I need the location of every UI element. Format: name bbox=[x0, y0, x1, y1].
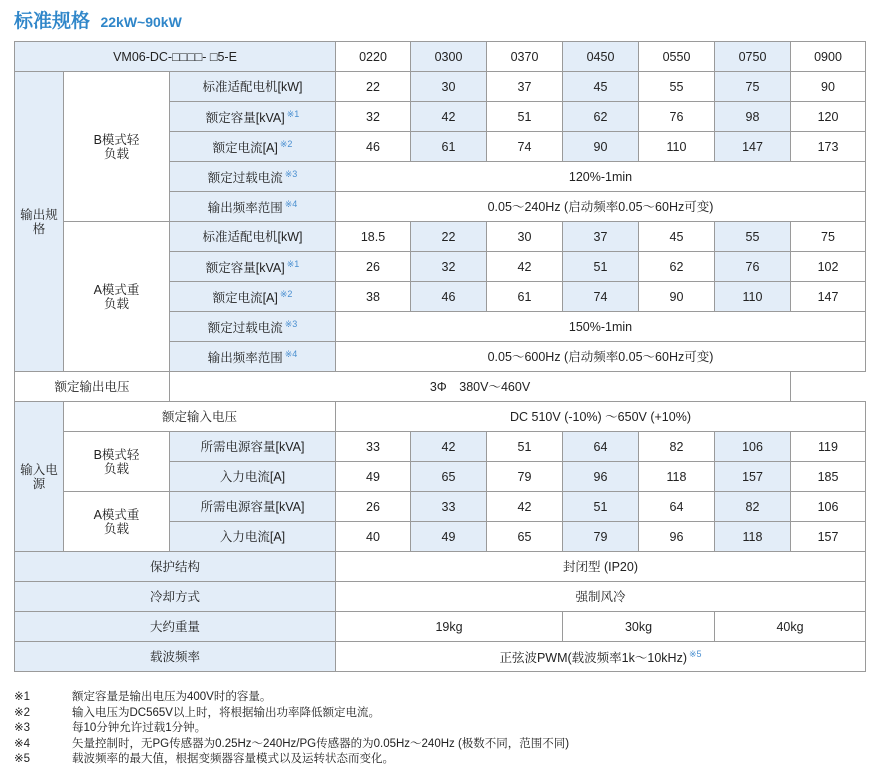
motor-kw-label-text: 标准适配电机[kW] bbox=[202, 229, 303, 244]
motor-kw-value-text: 22 bbox=[441, 229, 456, 244]
table-row bbox=[15, 72, 866, 102]
power-capacity-value bbox=[715, 492, 791, 522]
power-capacity-value bbox=[336, 492, 411, 522]
a-mode-heavy-load-label bbox=[64, 492, 170, 552]
capacity-kva-value-text: 62 bbox=[593, 109, 608, 124]
title-main: 标准规格 bbox=[14, 11, 91, 32]
input-current-value bbox=[411, 522, 487, 552]
table-row bbox=[15, 552, 866, 582]
capacity-kva-value bbox=[715, 102, 791, 132]
carrier-frequency-label-text: 载波频率 bbox=[149, 649, 200, 664]
output-frequency-label-text: 输出频率范围 bbox=[207, 201, 283, 216]
motor-kw-value bbox=[791, 222, 866, 252]
motor-kw-label bbox=[170, 72, 336, 102]
motor-kw-value bbox=[563, 222, 639, 252]
b-mode-light-load-label bbox=[64, 432, 170, 492]
footnote-text: 载波频率的最大值，根据变频器容量模式以及运转状态而变化。 bbox=[72, 753, 394, 765]
output-frequency-value bbox=[336, 192, 866, 222]
input-current-value-text: 118 bbox=[666, 469, 687, 484]
b-mode-light-load-label-text: B模式轻负载 bbox=[93, 132, 140, 161]
motor-kw-value bbox=[715, 72, 791, 102]
input-current-value-text: 79 bbox=[517, 469, 532, 484]
motor-kw-label bbox=[170, 222, 336, 252]
output-frequency-label bbox=[170, 192, 336, 222]
motor-kw-value-text: 55 bbox=[669, 79, 684, 94]
table-row bbox=[15, 582, 866, 612]
output-frequency-label-text: 输出频率范围 bbox=[207, 351, 283, 366]
motor-kw-value-text: 22 bbox=[366, 79, 380, 94]
model-column-header-text: 0370 bbox=[510, 49, 539, 64]
rated-current-value bbox=[336, 282, 411, 312]
power-capacity-value-text: 64 bbox=[593, 439, 608, 454]
capacity-kva-value bbox=[336, 252, 411, 282]
weight-label-text: 大约重量 bbox=[149, 619, 200, 634]
overload-current-label bbox=[170, 312, 336, 342]
rated-current-value bbox=[336, 132, 411, 162]
table-row bbox=[15, 432, 866, 462]
power-capacity-value bbox=[336, 432, 411, 462]
footnote-item bbox=[14, 721, 864, 737]
footnote-mark: ※3 bbox=[284, 319, 298, 330]
rated-output-voltage-label bbox=[15, 372, 170, 402]
input-current-value bbox=[411, 462, 487, 492]
capacity-kva-value-text: 76 bbox=[669, 109, 684, 124]
capacity-kva-value-text: 102 bbox=[817, 259, 839, 274]
footnote-text: 额定容量是输出电压为400V时的容量。 bbox=[72, 691, 272, 703]
motor-kw-value bbox=[639, 72, 715, 102]
motor-kw-value bbox=[336, 222, 411, 252]
capacity-kva-label-text: 额定容量[kVA] bbox=[205, 111, 285, 126]
footnote-text: 矢量控制时，无PG传感器为0.25Hz～240Hz/PG传感器的为0.05Hz～240Hz (极数不同，范围不同) bbox=[72, 737, 570, 750]
rated-current-value bbox=[791, 282, 866, 312]
output-frequency-value-text: 0.05～600Hz (启动频率0.05～60Hz可变) bbox=[487, 349, 714, 364]
rated-current-value-text: 90 bbox=[669, 289, 684, 304]
output-frequency-label bbox=[170, 342, 336, 372]
rated-input-voltage-label-text: 额定输入电压 bbox=[161, 409, 237, 424]
rated-output-voltage-label-text: 额定输出电压 bbox=[54, 379, 130, 394]
weight-label bbox=[15, 612, 336, 642]
motor-kw-value bbox=[487, 222, 563, 252]
model-column-header-text: 0450 bbox=[586, 49, 615, 64]
rated-current-value bbox=[715, 132, 791, 162]
model-column-header bbox=[563, 42, 639, 72]
capacity-kva-label bbox=[170, 252, 336, 282]
rated-current-value-text: 90 bbox=[593, 139, 608, 154]
motor-kw-value-text: 45 bbox=[593, 79, 608, 94]
rated-current-value-text: 38 bbox=[366, 289, 380, 304]
power-capacity-value-text: 33 bbox=[366, 439, 380, 454]
rated-current-value-text: 46 bbox=[441, 289, 456, 304]
overload-current-label-text: 额定过载电流 bbox=[207, 171, 283, 186]
table-row bbox=[15, 372, 866, 402]
footnote-item bbox=[14, 690, 864, 706]
input-power-label bbox=[15, 402, 64, 552]
output-frequency-value bbox=[336, 342, 866, 372]
footnote-mark: ※2 bbox=[14, 706, 31, 719]
capacity-kva-value bbox=[487, 252, 563, 282]
footnotes bbox=[14, 690, 864, 768]
weight-value-text: 19kg bbox=[435, 619, 463, 634]
input-current-value bbox=[563, 462, 639, 492]
overload-current-value-text: 150%-1min bbox=[568, 319, 633, 334]
power-capacity-value bbox=[411, 492, 487, 522]
input-current-value-text: 79 bbox=[593, 529, 608, 544]
motor-kw-value-text: 37 bbox=[517, 79, 532, 94]
carrier-frequency-value bbox=[336, 642, 866, 672]
cooling-value bbox=[336, 582, 866, 612]
power-capacity-value-text: 82 bbox=[745, 499, 760, 514]
footnote-mark: ※5 bbox=[14, 753, 31, 765]
capacity-kva-value-text: 120 bbox=[817, 109, 839, 124]
motor-kw-label-text: 标准适配电机[kW] bbox=[202, 79, 303, 94]
power-capacity-value bbox=[563, 492, 639, 522]
motor-kw-value-text: 90 bbox=[821, 79, 835, 94]
power-capacity-value bbox=[639, 432, 715, 462]
table-row bbox=[15, 612, 866, 642]
power-capacity-value-text: 42 bbox=[517, 499, 532, 514]
input-current-value bbox=[715, 522, 791, 552]
power-capacity-label bbox=[170, 492, 336, 522]
rated-input-voltage-value-text: DC 510V (-10%) ～650V (+10%) bbox=[510, 409, 691, 424]
weight-value bbox=[336, 612, 563, 642]
table-row bbox=[15, 42, 866, 72]
power-capacity-value-text: 33 bbox=[441, 499, 456, 514]
rated-output-voltage-value bbox=[170, 372, 791, 402]
rated-current-value-text: 110 bbox=[742, 289, 763, 304]
input-current-value bbox=[639, 522, 715, 552]
motor-kw-value-text: 75 bbox=[745, 79, 760, 94]
rated-current-value bbox=[487, 282, 563, 312]
input-current-label-text: 入力电流[A] bbox=[219, 529, 286, 544]
footnote-mark: ※2 bbox=[279, 289, 293, 300]
output-frequency-value-text: 0.05～240Hz (启动频率0.05～60Hz可变) bbox=[487, 199, 714, 214]
power-capacity-value bbox=[487, 432, 563, 462]
weight-value-text: 30kg bbox=[624, 619, 653, 634]
model-column-header bbox=[336, 42, 411, 72]
power-capacity-value-text: 106 bbox=[817, 499, 839, 514]
rated-current-value bbox=[563, 132, 639, 162]
model-column-header-text: 0220 bbox=[359, 49, 387, 64]
input-current-value-text: 157 bbox=[742, 469, 763, 484]
motor-kw-value bbox=[791, 72, 866, 102]
motor-kw-value bbox=[411, 72, 487, 102]
motor-kw-value bbox=[563, 72, 639, 102]
motor-kw-value bbox=[639, 222, 715, 252]
power-capacity-value-text: 82 bbox=[669, 439, 684, 454]
power-capacity-value-text: 64 bbox=[669, 499, 684, 514]
rated-current-label bbox=[170, 132, 336, 162]
footnote-mark: ※4 bbox=[284, 349, 298, 360]
power-capacity-label bbox=[170, 432, 336, 462]
capacity-kva-value bbox=[411, 252, 487, 282]
rated-current-value bbox=[791, 132, 866, 162]
power-capacity-value bbox=[791, 492, 866, 522]
input-current-value-text: 65 bbox=[517, 529, 532, 544]
input-current-label bbox=[170, 522, 336, 552]
cooling-label-text: 冷却方式 bbox=[149, 589, 200, 604]
overload-current-label-text: 额定过载电流 bbox=[207, 321, 283, 336]
power-capacity-label-text: 所需电源容量[kVA] bbox=[200, 439, 305, 454]
overload-current-value bbox=[336, 162, 866, 192]
input-current-value bbox=[791, 462, 866, 492]
weight-value-text: 40kg bbox=[776, 619, 804, 634]
power-capacity-value bbox=[639, 492, 715, 522]
rated-current-value bbox=[411, 282, 487, 312]
rated-current-value bbox=[639, 282, 715, 312]
b-mode-light-load-label-text: B模式轻负载 bbox=[93, 447, 140, 476]
capacity-kva-value-text: 32 bbox=[441, 259, 456, 274]
capacity-kva-value-text: 62 bbox=[669, 259, 684, 274]
capacity-kva-value bbox=[336, 102, 411, 132]
rated-current-value-text: 147 bbox=[742, 139, 763, 154]
input-current-label-text: 入力电流[A] bbox=[219, 469, 286, 484]
model-column-header-text: 0550 bbox=[662, 49, 691, 64]
model-column-header-text: 0300 bbox=[434, 49, 463, 64]
table-row bbox=[15, 642, 866, 672]
capacity-kva-value bbox=[791, 102, 866, 132]
input-current-value bbox=[336, 462, 411, 492]
model-code-header bbox=[15, 42, 336, 72]
power-capacity-value-text: 26 bbox=[366, 499, 380, 514]
footnote-mark: ※1 bbox=[14, 691, 31, 703]
rated-current-value-text: 61 bbox=[517, 289, 532, 304]
input-current-value bbox=[715, 462, 791, 492]
capacity-kva-value bbox=[563, 252, 639, 282]
power-capacity-value-text: 51 bbox=[517, 439, 532, 454]
footnote-mark: ※5 bbox=[688, 649, 702, 660]
footnote-item bbox=[14, 737, 864, 753]
model-column-header-text: 0750 bbox=[738, 49, 767, 64]
motor-kw-value-text: 30 bbox=[441, 79, 456, 94]
model-column-header bbox=[715, 42, 791, 72]
rated-current-value-text: 74 bbox=[517, 139, 532, 154]
rated-current-value bbox=[487, 132, 563, 162]
footnote-mark: ※1 bbox=[286, 259, 300, 270]
table-row bbox=[15, 402, 866, 432]
motor-kw-value-text: 30 bbox=[517, 229, 532, 244]
overload-current-value-text: 120%-1min bbox=[568, 169, 633, 184]
footnote-mark: ※1 bbox=[286, 109, 300, 120]
input-current-value-text: 49 bbox=[441, 529, 456, 544]
rated-current-label bbox=[170, 282, 336, 312]
table-row bbox=[15, 492, 866, 522]
footnote-mark: ※4 bbox=[284, 199, 298, 210]
rated-current-label-text: 额定电流[A] bbox=[212, 141, 278, 156]
cooling-value-text: 强制风冷 bbox=[575, 589, 626, 604]
rated-input-voltage-label bbox=[64, 402, 336, 432]
power-capacity-value bbox=[563, 432, 639, 462]
weight-value bbox=[563, 612, 715, 642]
output-spec-label bbox=[15, 72, 64, 372]
rated-current-value-text: 74 bbox=[593, 289, 608, 304]
motor-kw-value-text: 55 bbox=[745, 229, 760, 244]
capacity-kva-value-text: 42 bbox=[441, 109, 456, 124]
spec-table bbox=[14, 41, 866, 672]
capacity-kva-value-text: 76 bbox=[745, 259, 760, 274]
power-capacity-value bbox=[411, 432, 487, 462]
capacity-kva-value bbox=[563, 102, 639, 132]
capacity-kva-value bbox=[791, 252, 866, 282]
motor-kw-value bbox=[336, 72, 411, 102]
input-current-value-text: 40 bbox=[366, 529, 380, 544]
protection-label-text: 保护结构 bbox=[149, 559, 200, 574]
overload-current-label bbox=[170, 162, 336, 192]
footnote-item bbox=[14, 752, 864, 768]
carrier-frequency-label bbox=[15, 642, 336, 672]
capacity-kva-value bbox=[639, 252, 715, 282]
footnote-text: 每10分钟允许过载1分钟。 bbox=[72, 722, 207, 734]
model-column-header bbox=[411, 42, 487, 72]
rated-current-value-text: 173 bbox=[817, 139, 839, 154]
capacity-kva-value-text: 32 bbox=[366, 109, 380, 124]
rated-output-voltage-value-text: 3Φ 380V～460V bbox=[429, 379, 531, 394]
capacity-kva-value-text: 42 bbox=[517, 259, 532, 274]
rated-current-value bbox=[411, 132, 487, 162]
power-capacity-value bbox=[715, 432, 791, 462]
footnote-mark: ※3 bbox=[14, 722, 31, 734]
protection-value-text: 封闭型 (IP20) bbox=[562, 559, 638, 574]
capacity-kva-value bbox=[487, 102, 563, 132]
rated-current-value-text: 110 bbox=[666, 139, 687, 154]
input-current-value-text: 49 bbox=[366, 469, 380, 484]
page-title bbox=[14, 6, 182, 30]
power-capacity-label-text: 所需电源容量[kVA] bbox=[200, 499, 305, 514]
b-mode-light-load-label bbox=[64, 72, 170, 222]
input-current-value bbox=[336, 522, 411, 552]
capacity-kva-value-text: 26 bbox=[366, 259, 380, 274]
model-column-header bbox=[791, 42, 866, 72]
footnote-text: 输入电压为DC565V以上时，将根据输出功率降低额定电流。 bbox=[72, 706, 380, 719]
input-current-value-text: 96 bbox=[593, 469, 608, 484]
protection-value bbox=[336, 552, 866, 582]
input-current-value bbox=[791, 522, 866, 552]
model-column-header-text: 0900 bbox=[814, 49, 842, 64]
footnote-mark: ※2 bbox=[279, 139, 293, 150]
input-current-value-text: 65 bbox=[441, 469, 456, 484]
motor-kw-value bbox=[411, 222, 487, 252]
capacity-kva-value-text: 51 bbox=[593, 259, 608, 274]
weight-value bbox=[715, 612, 866, 642]
capacity-kva-value bbox=[715, 252, 791, 282]
motor-kw-value bbox=[487, 72, 563, 102]
model-column-header bbox=[487, 42, 563, 72]
carrier-frequency-value-text: 正弦波PWM(载波频率1k～10kHz) bbox=[499, 651, 687, 666]
input-current-value bbox=[639, 462, 715, 492]
input-current-value-text: 96 bbox=[669, 529, 684, 544]
protection-label bbox=[15, 552, 336, 582]
power-capacity-value-text: 51 bbox=[593, 499, 608, 514]
table-row bbox=[15, 222, 866, 252]
model-column-header bbox=[639, 42, 715, 72]
rated-current-value bbox=[715, 282, 791, 312]
capacity-kva-value bbox=[411, 102, 487, 132]
power-capacity-value-text: 106 bbox=[742, 439, 763, 454]
title-power-range: 22kW~90kW bbox=[100, 14, 182, 30]
rated-current-value-text: 61 bbox=[441, 139, 456, 154]
output-spec-label-text: 输出规格 bbox=[20, 207, 58, 236]
input-current-value bbox=[487, 462, 563, 492]
input-current-value bbox=[563, 522, 639, 552]
model-code-header-text: VM06-DC-□□□□- □5-E bbox=[113, 49, 237, 64]
capacity-kva-label-text: 额定容量[kVA] bbox=[205, 261, 285, 276]
footnote-mark: ※4 bbox=[14, 737, 31, 750]
input-power-label-text: 输入电源 bbox=[20, 462, 58, 491]
motor-kw-value bbox=[715, 222, 791, 252]
footnote-item bbox=[14, 706, 864, 722]
rated-current-value-text: 46 bbox=[366, 139, 380, 154]
capacity-kva-value-text: 51 bbox=[517, 109, 532, 124]
input-current-value-text: 157 bbox=[817, 529, 839, 544]
capacity-kva-value-text: 98 bbox=[745, 109, 760, 124]
cooling-label bbox=[15, 582, 336, 612]
motor-kw-value-text: 18.5 bbox=[360, 229, 386, 244]
motor-kw-value-text: 45 bbox=[669, 229, 684, 244]
input-current-value-text: 118 bbox=[742, 529, 763, 544]
power-capacity-value-text: 119 bbox=[818, 439, 838, 454]
input-current-value bbox=[487, 522, 563, 552]
rated-current-value bbox=[639, 132, 715, 162]
rated-input-voltage-value bbox=[336, 402, 866, 432]
motor-kw-value-text: 37 bbox=[593, 229, 608, 244]
rated-current-label-text: 额定电流[A] bbox=[212, 291, 278, 306]
a-mode-heavy-load-label-text: A模式重负载 bbox=[93, 507, 140, 536]
input-current-value-text: 185 bbox=[817, 469, 839, 484]
overload-current-value bbox=[336, 312, 866, 342]
a-mode-heavy-load-label-text: A模式重负载 bbox=[93, 282, 140, 311]
motor-kw-value-text: 75 bbox=[821, 229, 835, 244]
rated-current-value bbox=[563, 282, 639, 312]
power-capacity-value-text: 42 bbox=[441, 439, 456, 454]
footnote-mark: ※3 bbox=[284, 169, 298, 180]
capacity-kva-value bbox=[639, 102, 715, 132]
a-mode-heavy-load-label bbox=[64, 222, 170, 372]
capacity-kva-label bbox=[170, 102, 336, 132]
power-capacity-value bbox=[487, 492, 563, 522]
rated-current-value-text: 147 bbox=[817, 289, 839, 304]
input-current-label bbox=[170, 462, 336, 492]
power-capacity-value bbox=[791, 432, 866, 462]
